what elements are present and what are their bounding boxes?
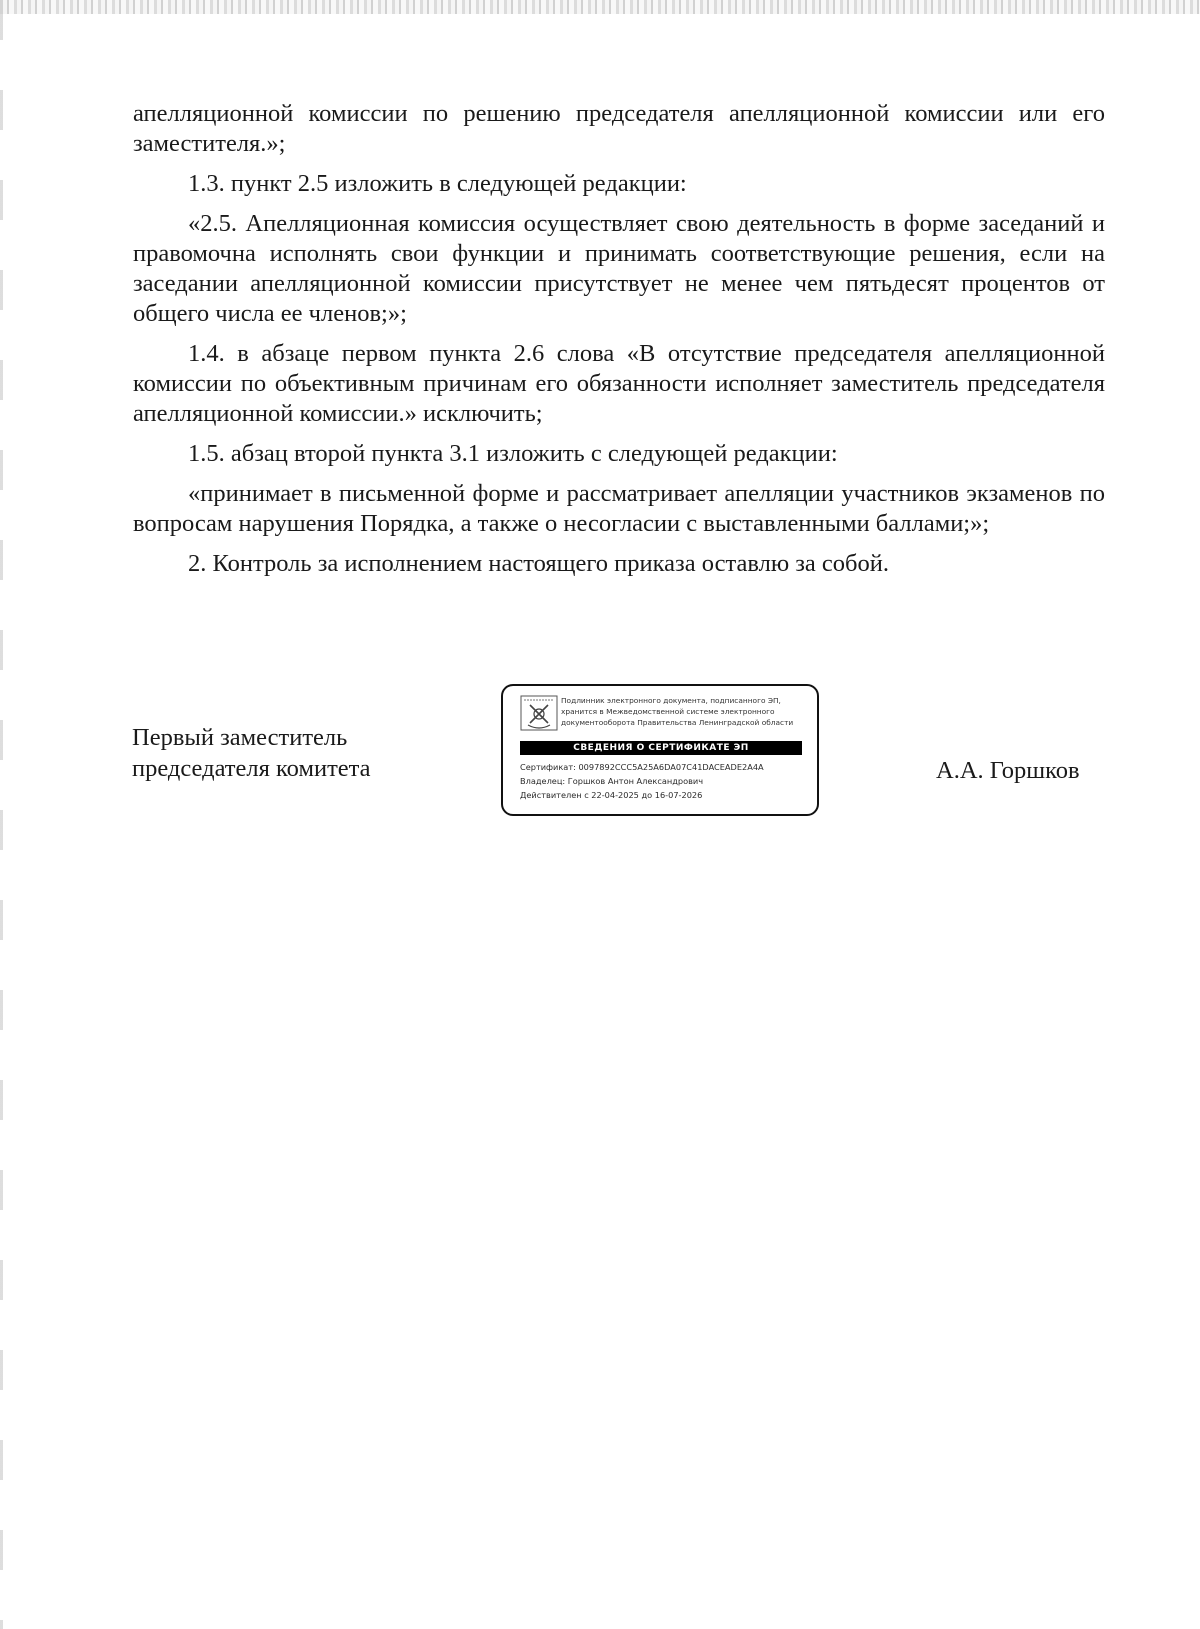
paragraph: 2. Контроль за исполнением настоящего приказа оставлю за собой.: [188, 550, 890, 577]
paragraph: «2.5. Апелляционная комиссия осуществляет свою деятельность в форме заседаний и правомочна исполнять свои функции и принимать соответствующие решения, если на заседании апелляционной комиссии присутствует не менее чем пятьдесят процентов от общего числа ее членов;»;: [133, 210, 1105, 327]
paragraph: «принимает в письменной форме и рассматривает апелляции участников экзаменов по вопросам нарушения Порядка, а также о несогласии с выставленными баллами;»;: [133, 480, 1105, 537]
scan-edge-left: [0, 0, 3, 1629]
certificate-validity: Действителен с 22-04-2025 до 16-07-2026: [520, 790, 703, 800]
paragraph: 1.3. пункт 2.5 изложить в следующей редакции:: [188, 170, 687, 197]
signatory-role-line: председателя комитета: [132, 755, 371, 782]
signatory-name: А.А. Горшков: [936, 757, 1080, 784]
signatory-role: [132, 722, 371, 784]
stamp-header: СВЕДЕНИЯ О СЕРТИФИКАТЕ ЭП: [520, 741, 802, 755]
paragraph: 1.5. абзац второй пункта 3.1 изложить с следующей редакции:: [188, 440, 838, 467]
stamp-info-line: Подлинник электронного документа, подписанного ЭП,: [561, 696, 781, 705]
stamp-info: [561, 695, 809, 728]
electronic-signature-stamp: [501, 684, 819, 816]
paragraph: 1.4. в абзаце первом пункта 2.6 слова «В отсутствие председателя апелляционной комиссии по объективным причинам его обязанности исполняет заместитель председателя апелляционной комиссии.» исключить;: [133, 340, 1105, 427]
paragraph: апелляционной комиссии по решению председателя апелляционной комиссии или его заместителя.»;: [133, 100, 1105, 157]
stamp-info-line: документооборота Правительства Ленинградской области: [561, 718, 794, 727]
stamp-info-line: хранится в Межведомственной системе электронного: [561, 707, 775, 716]
coat-of-arms-icon: [520, 695, 558, 731]
signatory-role-line: Первый заместитель: [132, 724, 348, 751]
certificate-owner: Владелец: Горшков Антон Александрович: [520, 776, 704, 786]
scan-edge-top: [0, 0, 1200, 14]
certificate-details: [520, 760, 812, 802]
certificate-number: Сертификат: 0097892CCC5A25A6DA07C41DACEADE2A4A: [520, 762, 764, 772]
document-body: [133, 99, 1105, 589]
